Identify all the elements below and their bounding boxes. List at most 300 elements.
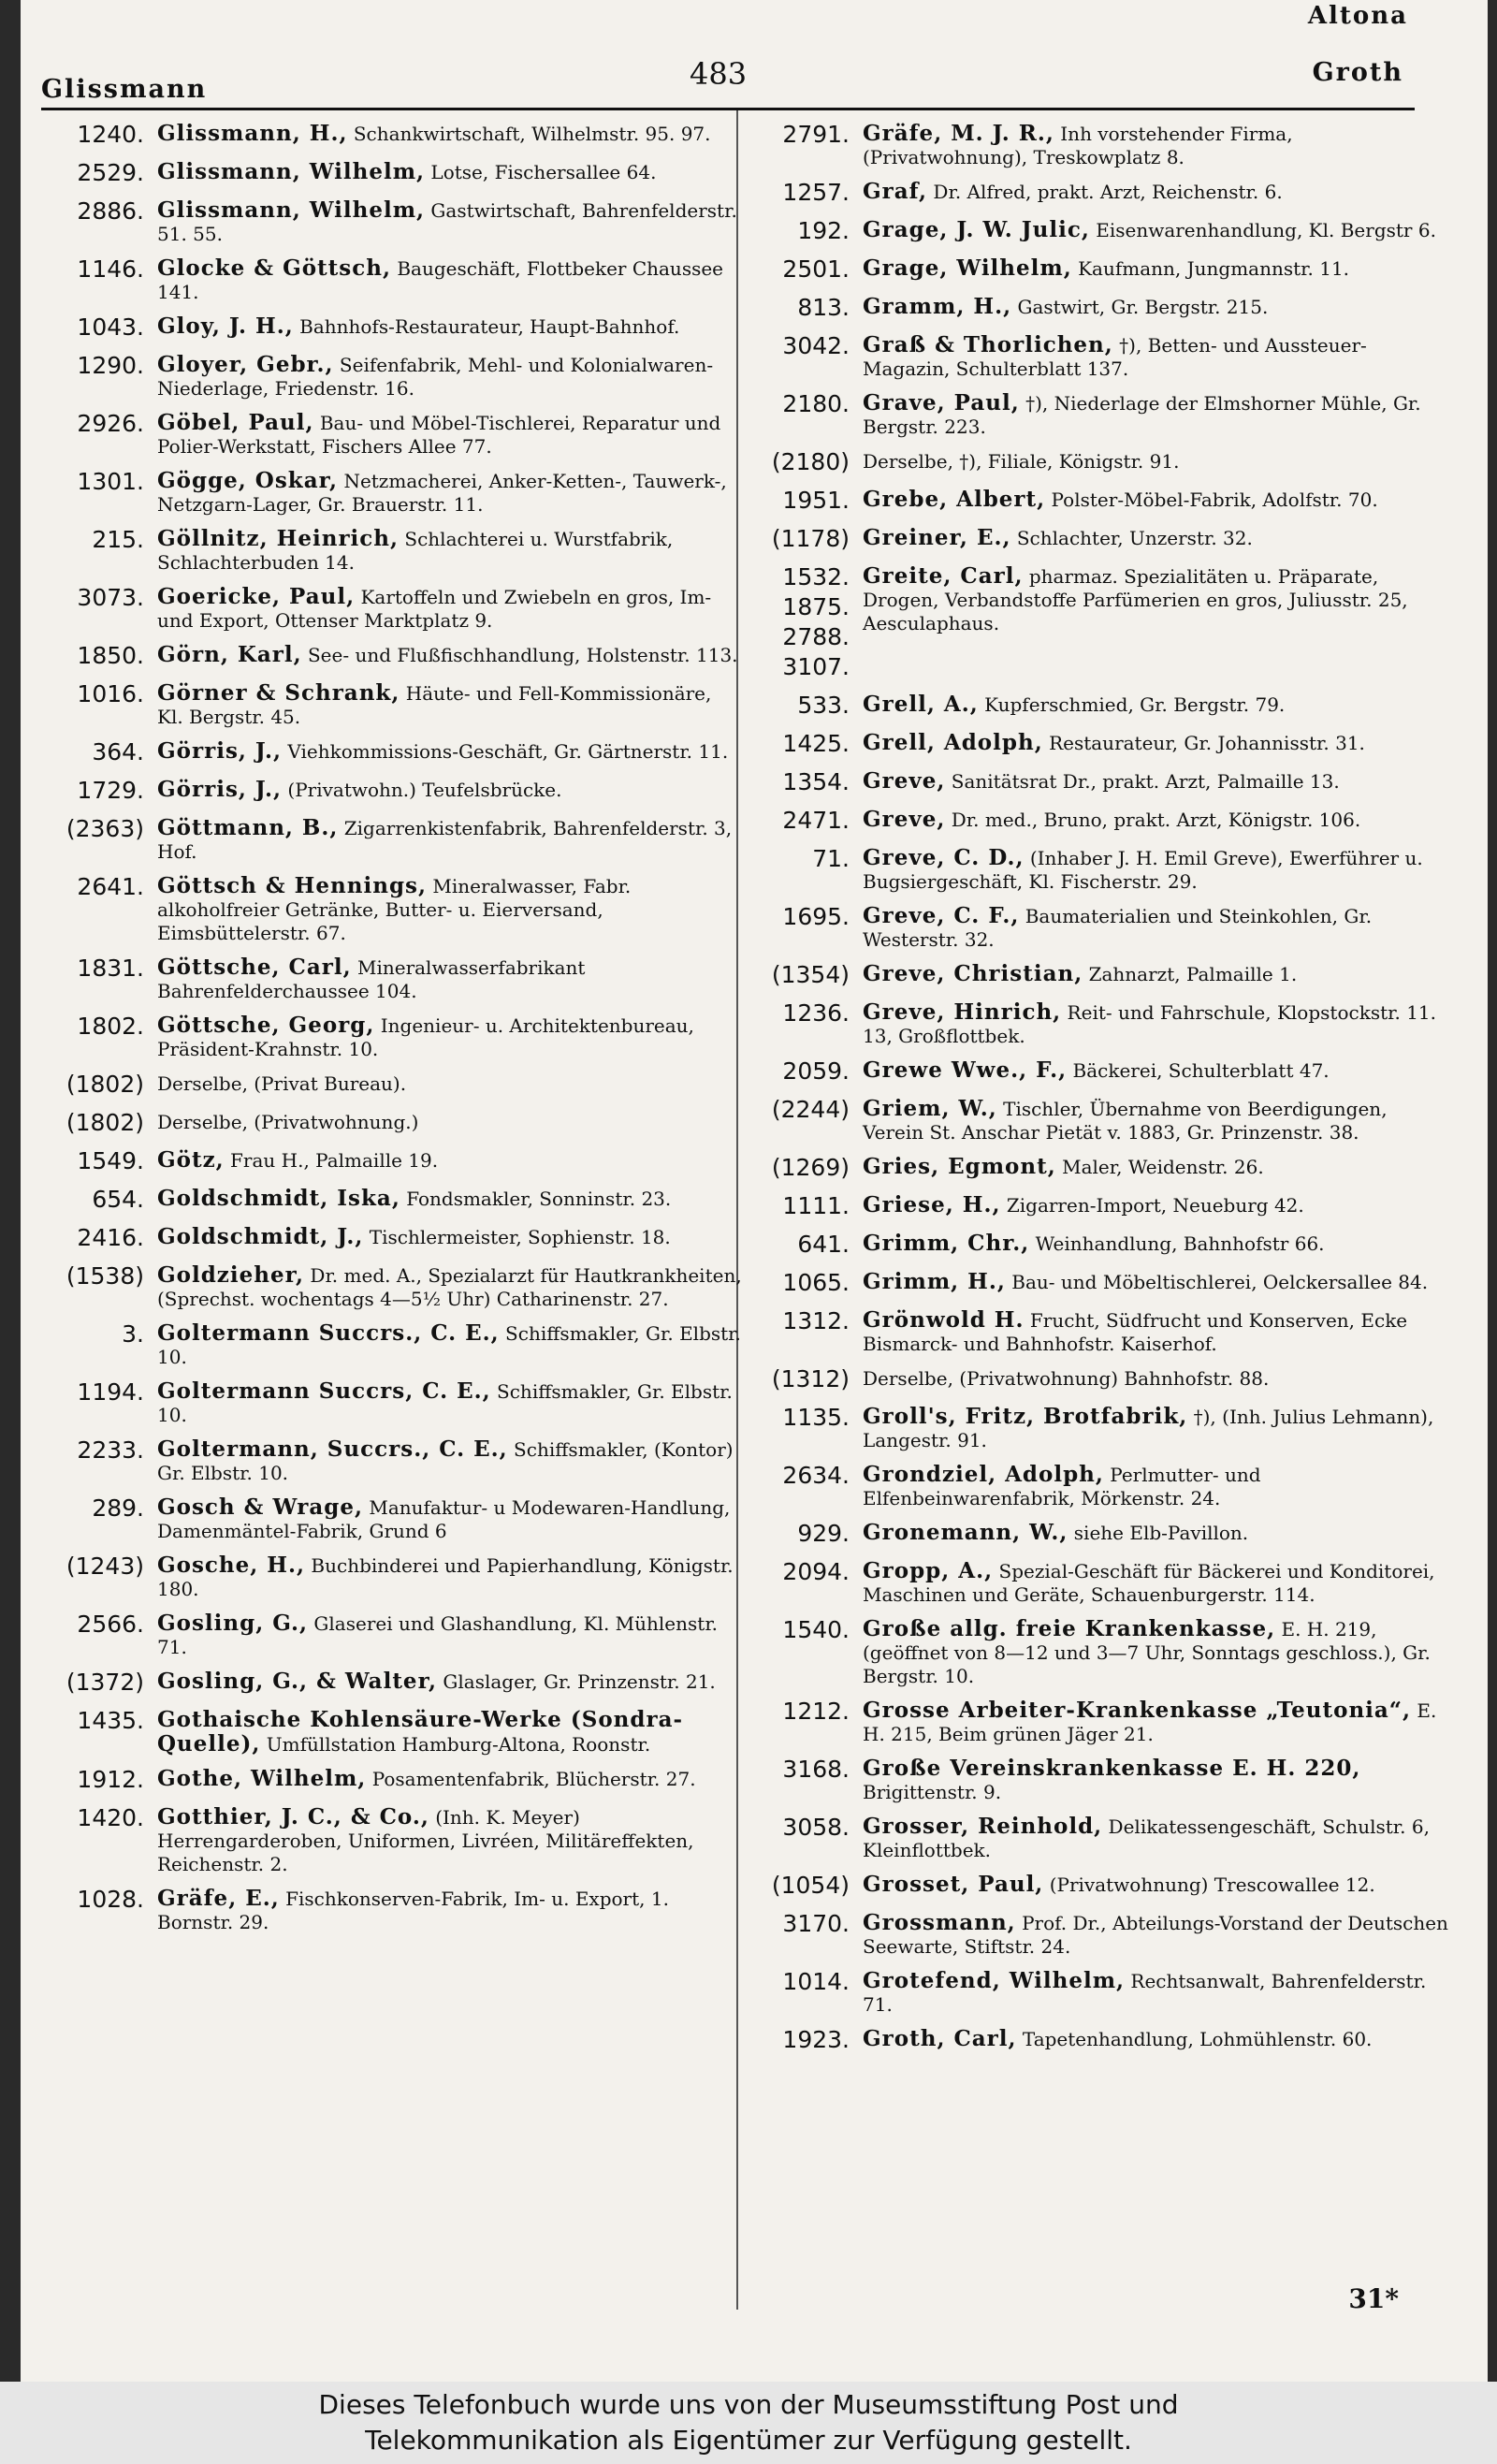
directory-entry [39, 1070, 750, 1100]
entry-name: Gothe, Wilhelm, [157, 1766, 367, 1791]
entry-details: Frau H., Palmaille 19. [230, 1149, 439, 1172]
directory-entry [39, 525, 750, 575]
directory-entry [39, 1378, 750, 1427]
entry-name: Glocke & Göttsch, [157, 255, 391, 281]
entry-details: Sanitätsrat Dr., prakt. Arzt, Palmaille 13. [951, 770, 1340, 793]
directory-entry [745, 1813, 1456, 1862]
entry-details: Seifenfabrik, Mehl- und Kolonialwaren-Niederlage, Friedenstr. 16. [157, 354, 714, 400]
entry-text [863, 1813, 1456, 1862]
entry-details: Häute- und Fell-Kommissionäre, Kl. Bergstr. 45. [157, 682, 712, 728]
directory-entry [745, 1403, 1456, 1452]
phone-number: 2529. [77, 159, 144, 186]
directory-entry [39, 1108, 750, 1138]
phone-number: (1054) [771, 1872, 850, 1899]
directory-entry [745, 1871, 1456, 1901]
entry-name: Greite, Carl, [863, 563, 1024, 589]
entry-details: Schlachterei u. Wurstfabrik, Schlachterbuden 14. [157, 528, 674, 574]
entry-details: Mineralwasser, Fabr. alkoholfreier Getränke, Butter- u. Eierversand, Eimsbüttelerstr. 67. [157, 875, 632, 944]
directory-entry [39, 1668, 750, 1698]
footer-line-1: Dieses Telefonbuch wurde uns von der Museumsstiftung Post und [318, 2389, 1179, 2420]
entry-name: Glissmann, Wilhelm, [157, 159, 426, 184]
entry-name: Göllnitz, Heinrich, [157, 526, 400, 551]
directory-entry [745, 1557, 1456, 1607]
entry-details: Bäckerei, Schulterblatt 47. [1072, 1059, 1330, 1082]
phone-number: 2791. [782, 121, 850, 148]
entry-text [863, 1557, 1456, 1607]
entry-name: Glissmann, H., [157, 121, 348, 146]
directory-entry [39, 1261, 750, 1311]
entry-name: Grossmann, [863, 1910, 1016, 1935]
directory-entry [745, 1095, 1456, 1145]
entry-name: Grage, Wilhelm, [863, 255, 1072, 281]
phone-number: 3168. [782, 1756, 850, 1783]
entry-details: Maler, Weidenstr. 26. [1062, 1156, 1264, 1178]
page-mark: 31* [1348, 2283, 1399, 2314]
entry-name: Grosser, Reinhold, [863, 1814, 1103, 1839]
directory-entry [39, 1552, 750, 1601]
entry-details: Rechtsanwalt, Bahrenfelderstr. 71. [863, 1970, 1427, 2016]
phone-number: 3170. [782, 1910, 850, 1937]
entry-name: Grage, J. W. Julic, [863, 217, 1090, 242]
entry-details: Dr. Alfred, prakt. Arzt, Reichenstr. 6. [933, 181, 1283, 203]
directory-entry [39, 1706, 750, 1757]
entry-details: E. H. 219, (geöffnet von 8—12 und 3—7 Uhr, Sonntags geschloss.), Gr. Bergstr. 10. [863, 1618, 1431, 1687]
entry-name: Greiner, E., [863, 525, 1011, 550]
directory-entry [39, 1765, 750, 1795]
directory-entry [745, 255, 1456, 284]
entry-name: Gropp, A., [863, 1558, 994, 1583]
entry-text [863, 447, 1456, 474]
directory-entry [745, 1967, 1456, 2017]
entry-details: Bahnhofs-Restaurateur, Haupt-Bahnhof. [299, 315, 680, 338]
entry-name: Grimm, Chr., [863, 1231, 1030, 1256]
directory-entry [745, 1153, 1456, 1183]
directory-entry [39, 1223, 750, 1253]
entry-text [863, 486, 1456, 512]
entry-name: Grimm, H., [863, 1269, 1006, 1294]
entry-text [863, 255, 1456, 281]
phone-number: 2180. [782, 390, 850, 417]
directory-entry [39, 197, 750, 246]
entry-details: Zigarren-Import, Neueburg 42. [1006, 1194, 1304, 1217]
entry-text [157, 1706, 750, 1757]
directory-entry [39, 872, 750, 945]
entry-details: Fischkonserven-Fabrik, Im- u. Export, 1. Bornstr. 29. [157, 1888, 669, 1933]
entry-name: Gosch & Wrage, [157, 1494, 363, 1520]
phone-number: 1354. [782, 768, 850, 795]
entry-text [863, 524, 1456, 550]
directory-entry [39, 1494, 750, 1543]
phone-number: 2634. [782, 1462, 850, 1489]
entry-text [863, 729, 1456, 755]
phone-number: 1695. [782, 903, 850, 930]
phone-number: 1043. [77, 313, 144, 341]
directory-entry [39, 158, 750, 188]
entry-text [157, 1108, 750, 1134]
entry-details: Lotse, Fischersallee 64. [430, 161, 657, 183]
phone-number: 1540. [782, 1616, 850, 1643]
phone-number: 1425. [782, 730, 850, 757]
directory-entry [745, 1755, 1456, 1804]
entry-name: Greve, Hinrich, [863, 999, 1062, 1025]
entry-details: Gastwirt, Gr. Bergstr. 215. [1017, 296, 1269, 318]
entry-details: Kaufmann, Jungmannstr. 11. [1078, 257, 1350, 280]
entry-text [157, 1436, 750, 1485]
phone-number: 1194. [77, 1378, 144, 1406]
phone-number: 1135. [782, 1404, 850, 1431]
entry-name: Große allg. freie Krankenkasse, [863, 1616, 1276, 1641]
entry-name: Grönwold H. [863, 1307, 1025, 1333]
directory-entry [745, 1364, 1456, 1394]
entry-text [157, 409, 750, 459]
phone-number: (1372) [65, 1669, 144, 1696]
header-rule [41, 108, 1415, 110]
directory-entry [745, 1909, 1456, 1959]
entry-text [157, 1765, 750, 1791]
entry-name: Gräfe, M. J. R., [863, 121, 1054, 146]
entry-text [863, 806, 1456, 832]
entry-text [863, 2025, 1456, 2051]
phone-number: (1802) [65, 1109, 144, 1136]
phone-number: (1538) [65, 1262, 144, 1290]
phone-number: 1435. [77, 1707, 144, 1734]
entry-text [863, 1364, 1456, 1391]
entry-text [863, 1755, 1456, 1804]
entry-name: Greve, C. F., [863, 903, 1020, 928]
entry-details: (Privatwohnung) Trescowallee 12. [1049, 1874, 1375, 1896]
entry-text [863, 389, 1456, 439]
directory-entry [39, 737, 750, 767]
directory-entry [745, 1306, 1456, 1356]
entry-text [863, 902, 1456, 952]
entry-name: Gloyer, Gebr., [157, 352, 334, 377]
phone-number: 1240. [77, 121, 144, 148]
entry-name: Gothaische Kohlensäure-Werke (Sondra-Quelle), [157, 1707, 684, 1757]
entry-details: Schiffsmakler, Gr. Elbstr. 10. [157, 1380, 733, 1426]
entry-details: Zigarrenkistenfabrik, Bahrenfelderstr. 3, Hof. [157, 817, 733, 863]
entry-name: Goldzieher, [157, 1262, 305, 1288]
phone-number: (1312) [771, 1365, 850, 1392]
directory-entry [745, 389, 1456, 439]
phone-number: (2244) [771, 1096, 850, 1123]
entry-name: Grave, Paul, [863, 390, 1020, 416]
phone-number: 1831. [77, 955, 144, 982]
header-page-number: 483 [690, 56, 748, 92]
entry-text [863, 562, 1456, 635]
entry-text [863, 1057, 1456, 1083]
entry-details: Derselbe, (Privatwohnung.) [157, 1111, 419, 1133]
entry-text [157, 1610, 750, 1659]
entry-text [863, 331, 1456, 381]
entry-text [157, 776, 750, 802]
entry-name: Goldschmidt, Iska, [157, 1186, 400, 1211]
directory-entry [39, 1319, 750, 1369]
entry-details: Eisenwarenhandlung, Kl. Bergstr 6. [1096, 219, 1436, 241]
directory-entry [745, 1461, 1456, 1510]
phone-number: 2926. [77, 410, 144, 437]
left-column [39, 120, 750, 1943]
entry-name: Griem, W., [863, 1096, 997, 1121]
entry-name: Grosse Arbeiter-Krankenkasse „Teutonia“, [863, 1698, 1412, 1723]
entry-text [157, 255, 750, 304]
directory-page [21, 0, 1488, 2382]
entry-text [863, 1909, 1456, 1959]
phone-number: 1236. [782, 999, 850, 1027]
directory-entry [39, 1146, 750, 1176]
entry-name: Greve, C. D., [863, 845, 1025, 870]
entry-name: Goltermann Succrs., C. E., [157, 1320, 500, 1346]
entry-details: Schlachter, Unzerstr. 32. [1016, 527, 1253, 549]
entry-name: Grell, A., [863, 692, 979, 717]
directory-entry [745, 806, 1456, 836]
phone-number: 192. [797, 217, 850, 244]
entry-text [157, 1668, 750, 1694]
entry-text [157, 1012, 750, 1061]
entry-text [863, 767, 1456, 794]
directory-entry [745, 1519, 1456, 1549]
entry-text [157, 1185, 750, 1211]
entry-name: Graf, [863, 179, 928, 204]
entry-name: Gloy, J. H., [157, 313, 294, 339]
entry-name: Grewe Wwe., F., [863, 1057, 1068, 1083]
directory-entry [39, 1610, 750, 1659]
directory-entry [39, 641, 750, 671]
entry-name: Göttsch & Hennings, [157, 873, 427, 898]
entry-details: Schiffsmakler, (Kontor) Gr. Elbstr. 10. [157, 1438, 734, 1484]
entry-details: Kupferschmied, Gr. Bergstr. 79. [984, 693, 1286, 716]
entry-name: Gries, Egmont, [863, 1154, 1056, 1179]
phone-number: 2501. [782, 255, 850, 283]
phone-number: 1912. [77, 1766, 144, 1793]
entry-details: Ingenieur- u. Architektenbureau, Präsident-Krahnstr. 10. [157, 1014, 694, 1060]
entry-name: Göttmann, B., [157, 815, 339, 840]
entry-details: Manufaktur- u Modewaren-Handlung, Damenmäntel-Fabrik, Grund 6 [157, 1496, 731, 1542]
directory-entry [745, 2025, 1456, 2055]
entry-details: Umfüllstation Hamburg-Altona, Roonstr. [266, 1733, 651, 1756]
entry-text [863, 293, 1456, 319]
entry-text [863, 1697, 1456, 1746]
phone-number: 2416. [77, 1224, 144, 1251]
entry-text [863, 120, 1456, 169]
entry-text [863, 1967, 1456, 2017]
phone-number: 2641. [77, 873, 144, 900]
entry-details: Mineralwasserfabrikant Bahrenfelderchaussee 104. [157, 956, 586, 1002]
entry-name: Gramm, H., [863, 294, 1012, 319]
directory-entry [745, 447, 1456, 477]
phone-number: 1301. [77, 468, 144, 495]
entry-name: Grondziel, Adolph, [863, 1462, 1104, 1487]
entry-name: Große Vereinskrankenkasse E. H. 220, [863, 1756, 1361, 1781]
entry-details: Derselbe, (Privat Bureau). [157, 1072, 407, 1095]
directory-entry [39, 1185, 750, 1215]
phone-number: 2094. [782, 1558, 850, 1585]
entry-name: Görris, J., [157, 777, 283, 802]
entry-details: Restaurateur, Gr. Johannisstr. 31. [1049, 732, 1365, 754]
directory-entry [745, 1057, 1456, 1086]
directory-entry [39, 313, 750, 343]
entry-name: Greve, [863, 768, 946, 794]
entry-name: Grotefend, Wilhelm, [863, 1968, 1126, 1993]
entry-name: Grell, Adolph, [863, 730, 1043, 755]
entry-name: Gosling, G., [157, 1611, 309, 1636]
entry-details: (Privatwohn.) Teufelsbrücke. [287, 779, 562, 801]
entry-details: Prof. Dr., Abteilungs-Vorstand der Deutschen Seewarte, Stiftstr. 24. [863, 1912, 1448, 1958]
entry-details: Bau- und Möbeltischlerei, Oelckersallee 84. [1011, 1271, 1429, 1293]
directory-entry [745, 331, 1456, 381]
directory-entry [39, 351, 750, 401]
phone-number: (1243) [65, 1553, 144, 1580]
phone-number: (1802) [65, 1071, 144, 1098]
entry-text [157, 1070, 750, 1096]
header-city: Altona [1307, 2, 1408, 30]
entry-name: Greve, Christian, [863, 961, 1083, 986]
entry-name: Graß & Thorlichen, [863, 332, 1113, 357]
entry-text [157, 351, 750, 401]
phone-number: 2059. [782, 1057, 850, 1085]
entry-details: Brigittenstr. 9. [863, 1781, 1002, 1803]
directory-entry [745, 1230, 1456, 1260]
phone-number: 1923. [782, 2026, 850, 2053]
directory-entry [745, 1268, 1456, 1298]
phone-number: 3042. [782, 332, 850, 359]
entry-details: Derselbe, †), Filiale, Königstr. 91. [863, 450, 1180, 473]
phone-number: 2233. [77, 1436, 144, 1464]
directory-entry [39, 467, 750, 517]
entry-details: Posamentenfabrik, Blücherstr. 27. [371, 1768, 696, 1790]
entry-details: Dr. med., Bruno, prakt. Arzt, Königstr. 106. [951, 809, 1361, 831]
directory-entry [39, 255, 750, 304]
entry-details: Buchbinderei und Papierhandlung, Königstr. 180. [157, 1554, 734, 1600]
phone-number: 1850. [77, 642, 144, 669]
directory-entry [745, 293, 1456, 323]
phone-number: 2886. [77, 197, 144, 225]
phone-number: 1532. 1875. 2788. 3107. [782, 563, 850, 680]
entry-text [863, 1615, 1456, 1688]
entry-name: Griese, H., [863, 1192, 1001, 1217]
phone-number: 1065. [782, 1269, 850, 1296]
entry-text [157, 197, 750, 246]
phone-number: (1269) [771, 1154, 850, 1181]
entry-text [863, 691, 1456, 717]
right-column [745, 120, 1456, 2063]
entry-text [157, 525, 750, 575]
entry-details: siehe Elb-Pavillon. [1073, 1522, 1249, 1544]
entry-name: Gronemann, W., [863, 1520, 1068, 1545]
entry-text [157, 313, 750, 339]
phone-number: 641. [797, 1231, 850, 1258]
directory-entry [745, 999, 1456, 1048]
entry-text [863, 960, 1456, 986]
entry-details: Netzmacherei, Anker-Ketten-, Tauwerk-, Netzgarn-Lager, Gr. Brauerstr. 11. [157, 470, 727, 516]
phone-number: 1014. [782, 1968, 850, 1995]
entry-text [157, 1552, 750, 1601]
phone-number: 1028. [77, 1886, 144, 1913]
directory-entry [745, 120, 1456, 169]
entry-details: Glaslager, Gr. Prinzenstr. 21. [443, 1670, 716, 1693]
phone-number: 1290. [77, 352, 144, 379]
entry-details: Weinhandlung, Bahnhofstr 66. [1035, 1232, 1325, 1255]
header-last-name: Groth [1312, 58, 1403, 87]
footer-line-2: Telekommunikation als Eigentümer zur Verfügung gestellt. [365, 2425, 1132, 2456]
entry-name: Grebe, Albert, [863, 487, 1046, 512]
directory-entry [745, 729, 1456, 759]
directory-entry [745, 691, 1456, 721]
entry-text [157, 814, 750, 864]
entry-name: Gräfe, E., [157, 1886, 280, 1911]
entry-details: Baugeschäft, Flottbeker Chaussee 141. [157, 257, 724, 303]
phone-number: 1802. [77, 1013, 144, 1040]
entry-details: Glaserei und Glashandlung, Kl. Mühlenstr. 71. [157, 1612, 719, 1658]
phone-number: 2471. [782, 807, 850, 834]
entry-text [863, 1230, 1456, 1256]
entry-text [863, 844, 1456, 894]
entry-details: Schankwirtschaft, Wilhelmstr. 95. 97. [353, 123, 711, 145]
header-first-name: Glissmann [41, 75, 208, 104]
page-header [21, 0, 1488, 104]
entry-details: Derselbe, (Privatwohnung) Bahnhofstr. 88. [863, 1367, 1270, 1390]
entry-name: Goltermann, Succrs., C. E., [157, 1436, 508, 1462]
entry-details: Viehkommissions-Geschäft, Gr. Gärtnerstr. 11. [287, 740, 729, 763]
entry-name: Gosche, H., [157, 1553, 306, 1578]
entry-details: †), Niederlage der Elmshorner Mühle, Gr. Bergstr. 223. [863, 392, 1421, 438]
entry-details: Dr. med. A., Spezialarzt für Hautkrankheiten, (Sprechst. wochentags 4—5½ Uhr) Catharinenstr. 27. [157, 1264, 742, 1310]
entry-details: Inh vorstehender Firma, (Privatwohnung), Treskowplatz 8. [863, 123, 1293, 168]
directory-entry [39, 1012, 750, 1061]
entry-details: Spezial-Geschäft für Bäckerei und Konditorei, Maschinen und Geräte, Schauenburgerstr. 114. [863, 1560, 1435, 1606]
entry-text [863, 178, 1456, 204]
directory-entry [745, 178, 1456, 208]
directory-entry [39, 954, 750, 1003]
directory-entry [39, 814, 750, 864]
phone-number: 813. [797, 294, 850, 321]
entry-name: Greve, [863, 807, 946, 832]
entry-text [157, 1223, 750, 1249]
directory-entry [39, 1803, 750, 1876]
entry-text [157, 679, 750, 729]
entry-details: Tischlermeister, Sophienstr. 18. [369, 1226, 671, 1248]
entry-details: †), Betten- und Aussteuer-Magazin, Schulterblatt 137. [863, 334, 1367, 380]
phone-number: 364. [92, 738, 144, 765]
directory-entry [39, 120, 750, 150]
entry-details: Tischler, Übernahme von Beerdigungen, Verein St. Anschar Pietät v. 1883, Gr. Prinzenstr. 38. [863, 1098, 1388, 1144]
entry-name: Goltermann Succrs, C. E., [157, 1378, 491, 1404]
entry-text [157, 1803, 750, 1876]
entry-details: Zahnarzt, Palmaille 1. [1088, 963, 1298, 985]
entry-name: Goericke, Paul, [157, 584, 356, 609]
directory-entry [745, 767, 1456, 797]
entry-text [863, 1095, 1456, 1145]
entry-text [863, 1268, 1456, 1294]
entry-name: Groll's, Fritz, Brotfabrik, [863, 1404, 1188, 1429]
phone-number: 1257. [782, 179, 850, 206]
entry-name: Glissmann, Wilhelm, [157, 197, 426, 223]
entry-text [157, 1494, 750, 1543]
entry-details: (Inh. K. Meyer) Herrengarderoben, Uniformen, Livréen, Militäreffekten, Reichenstr. 2. [157, 1806, 694, 1875]
entry-text [863, 1153, 1456, 1179]
directory-entry [745, 216, 1456, 246]
directory-entry [39, 679, 750, 729]
entry-text [863, 1461, 1456, 1510]
phone-number: 215. [92, 526, 144, 553]
phone-number: 3058. [782, 1814, 850, 1841]
phone-number: (2180) [771, 448, 850, 475]
entry-text [157, 120, 750, 146]
entry-text [157, 737, 750, 764]
directory-entry [745, 486, 1456, 516]
entry-text [157, 1885, 750, 1934]
phone-number: 3. [122, 1320, 144, 1348]
entry-name: Gosling, G., & Walter, [157, 1669, 438, 1694]
